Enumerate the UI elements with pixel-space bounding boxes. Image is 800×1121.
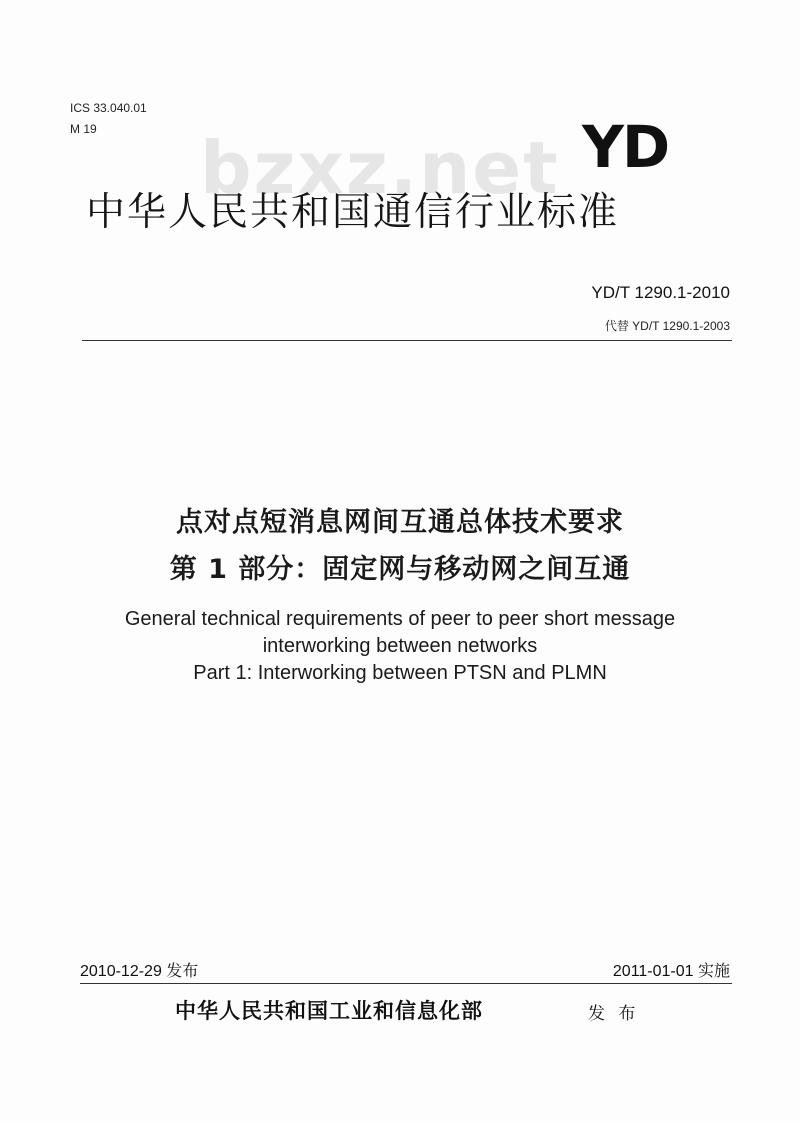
standard-title: 中华人民共和国通信行业标准 [86,190,620,235]
standard-replaces: 代替 YD/T 1290.1-2003 [604,319,730,333]
issue-date: 2010-12-29 发布 [80,963,199,980]
document-title-zh-line2: 第 1 部分：固定网与移动网之间互通 [169,554,631,585]
document-title-zh-line1: 点对点短消息网间互通总体技术要求 [176,507,624,538]
publish-label: 发 布 [588,1004,640,1024]
category-code: M 19 [70,122,97,136]
publisher-name: 中华人民共和国工业和信息化部 [175,998,483,1023]
implementation-date: 2011-01-01 实施 [612,963,730,980]
yd-logo: YD [582,113,669,181]
standard-number: YD/T 1290.1-2010 [591,283,730,302]
ics-code: ICS 33.040.01 [70,101,147,115]
header-divider [82,340,732,341]
document-title-en-line2: interworking between networks [262,635,538,657]
watermark: bzxz.net [200,126,560,210]
document-title-en-line1: General technical requirements of peer to peer short message [124,608,676,630]
document-title-en-line3: Part 1: Interworking between PTSN and PLMN [193,662,607,684]
footer-divider [80,983,732,984]
